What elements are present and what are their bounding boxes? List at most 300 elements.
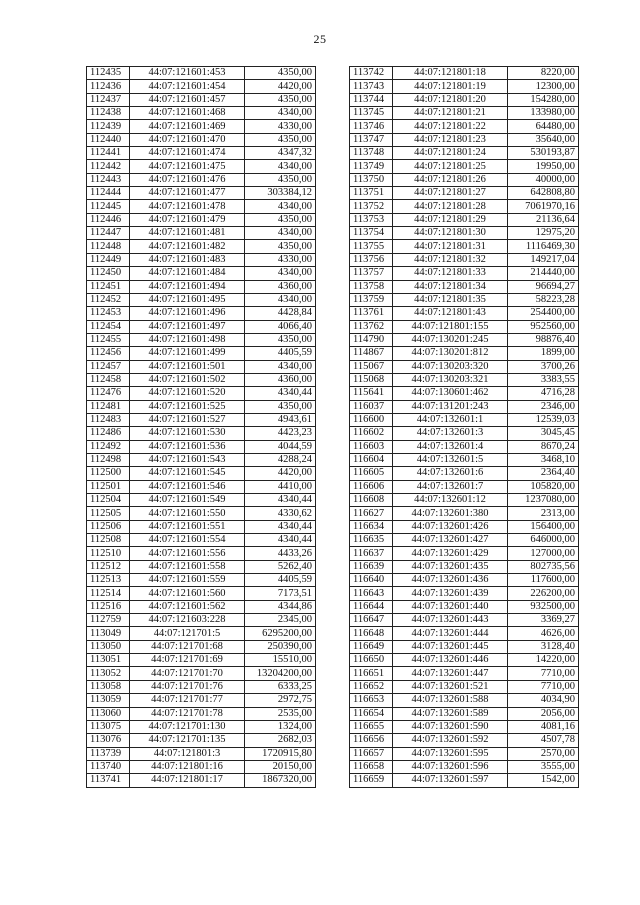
cadastral-number-cell: 44:07:132601:447 — [393, 667, 508, 680]
record-number-cell: 112444 — [87, 187, 130, 200]
table-body-left — [87, 67, 316, 788]
table-row — [350, 107, 579, 120]
record-number-cell: 116644 — [350, 600, 393, 613]
record-number-cell: 112508 — [87, 534, 130, 547]
cadastral-number-cell: 44:07:121601:475 — [130, 160, 245, 173]
cadastral-number-cell: 44:07:121601:478 — [130, 200, 245, 213]
value-cell: 2535,00 — [245, 707, 316, 720]
table-row — [350, 320, 579, 333]
cadastral-number-cell: 44:07:132601:12 — [393, 494, 508, 507]
value-cell: 802735,56 — [508, 560, 579, 573]
cadastral-number-cell: 44:07:121601:470 — [130, 133, 245, 146]
record-number-cell: 116653 — [350, 694, 393, 707]
value-cell: 12975,20 — [508, 227, 579, 240]
cadastral-number-cell: 44:07:121601:476 — [130, 173, 245, 186]
value-cell: 4350,00 — [245, 93, 316, 106]
table-row — [350, 280, 579, 293]
record-number-cell: 113758 — [350, 280, 393, 293]
cadastral-number-cell: 44:07:132601:426 — [393, 520, 508, 533]
table-row — [87, 293, 316, 306]
table-row — [350, 694, 579, 707]
cadastral-number-cell: 44:07:121603:228 — [130, 614, 245, 627]
cadastral-number-cell: 44:07:132601:380 — [393, 507, 508, 520]
record-number-cell: 113761 — [350, 307, 393, 320]
table-row — [350, 160, 579, 173]
table-row — [87, 734, 316, 747]
table-row — [87, 507, 316, 520]
record-number-cell: 112443 — [87, 173, 130, 186]
record-number-cell: 116605 — [350, 467, 393, 480]
cadastral-number-cell: 44:07:121601:543 — [130, 453, 245, 466]
value-cell: 2313,00 — [508, 507, 579, 520]
table-row — [350, 600, 579, 613]
record-number-cell: 116655 — [350, 720, 393, 733]
value-cell: 530193,87 — [508, 147, 579, 160]
cadastral-number-cell: 44:07:121701:78 — [130, 707, 245, 720]
table-row — [87, 80, 316, 93]
table-body-right — [350, 67, 579, 788]
table-row — [350, 373, 579, 386]
value-cell: 4330,00 — [245, 253, 316, 266]
record-number-cell: 112492 — [87, 440, 130, 453]
record-number-cell: 113741 — [87, 774, 130, 787]
cadastral-number-cell: 44:07:121601:546 — [130, 480, 245, 493]
value-cell: 642808,80 — [508, 187, 579, 200]
record-number-cell: 112504 — [87, 494, 130, 507]
cadastral-number-cell: 44:07:121801:20 — [393, 93, 508, 106]
record-number-cell: 116640 — [350, 574, 393, 587]
value-cell: 8220,00 — [508, 67, 579, 80]
cadastral-number-cell: 44:07:132601:3 — [393, 427, 508, 440]
table-row — [87, 614, 316, 627]
record-number-cell: 112440 — [87, 133, 130, 146]
cadastral-number-cell: 44:07:121801:29 — [393, 213, 508, 226]
record-number-cell: 112512 — [87, 560, 130, 573]
value-cell: 4288,24 — [245, 453, 316, 466]
record-number-cell: 113746 — [350, 120, 393, 133]
record-number-cell: 116637 — [350, 547, 393, 560]
cadastral-number-cell: 44:07:131201:243 — [393, 400, 508, 413]
value-cell: 4350,00 — [245, 67, 316, 80]
value-cell: 932500,00 — [508, 600, 579, 613]
record-number-cell: 116658 — [350, 760, 393, 773]
record-number-cell: 115067 — [350, 360, 393, 373]
value-cell: 254400,00 — [508, 307, 579, 320]
cadastral-number-cell: 44:07:121801:31 — [393, 240, 508, 253]
value-cell: 4350,00 — [245, 133, 316, 146]
value-cell: 1116469,30 — [508, 240, 579, 253]
value-cell: 2345,00 — [245, 614, 316, 627]
cadastral-number-cell: 44:07:130201:812 — [393, 347, 508, 360]
value-cell: 4340,00 — [245, 293, 316, 306]
record-number-cell: 116648 — [350, 627, 393, 640]
value-cell: 14220,00 — [508, 654, 579, 667]
cadastral-number-cell: 44:07:132601:439 — [393, 587, 508, 600]
table-row — [87, 707, 316, 720]
value-cell: 3555,00 — [508, 760, 579, 773]
table-row — [350, 667, 579, 680]
cadastral-number-cell: 44:07:132601:436 — [393, 574, 508, 587]
cadastral-number-cell: 44:07:132601:1 — [393, 413, 508, 426]
value-cell: 127000,00 — [508, 547, 579, 560]
record-number-cell: 113739 — [87, 747, 130, 760]
record-number-cell: 116604 — [350, 453, 393, 466]
table-row — [350, 494, 579, 507]
record-number-cell: 112447 — [87, 227, 130, 240]
value-cell: 4081,16 — [508, 720, 579, 733]
table-row — [350, 640, 579, 653]
cadastral-number-cell: 44:07:121601:453 — [130, 67, 245, 80]
record-number-cell: 112501 — [87, 480, 130, 493]
value-cell: 4347,32 — [245, 147, 316, 160]
record-number-cell: 116647 — [350, 614, 393, 627]
record-number-cell: 113049 — [87, 627, 130, 640]
page-number: 25 — [313, 32, 327, 46]
table-row — [87, 333, 316, 346]
value-cell: 3468,10 — [508, 453, 579, 466]
cadastral-number-cell: 44:07:121801:30 — [393, 227, 508, 240]
value-cell: 4943,61 — [245, 413, 316, 426]
record-number-cell: 112506 — [87, 520, 130, 533]
record-number-cell: 112451 — [87, 280, 130, 293]
value-cell: 1867320,00 — [245, 774, 316, 787]
record-number-cell: 116657 — [350, 747, 393, 760]
value-cell: 64480,00 — [508, 120, 579, 133]
value-cell: 250390,00 — [245, 640, 316, 653]
record-number-cell: 112435 — [87, 67, 130, 80]
value-cell: 1899,00 — [508, 347, 579, 360]
table-row — [87, 93, 316, 106]
cadastral-number-cell: 44:07:121801:19 — [393, 80, 508, 93]
table-row — [87, 627, 316, 640]
cadastral-number-cell: 44:07:121601:468 — [130, 107, 245, 120]
record-number-cell: 113757 — [350, 267, 393, 280]
record-number-cell: 113753 — [350, 213, 393, 226]
cadastral-number-cell: 44:07:121801:28 — [393, 200, 508, 213]
value-cell: 4360,00 — [245, 373, 316, 386]
table-row — [87, 187, 316, 200]
value-cell: 4420,00 — [245, 467, 316, 480]
cadastral-number-cell: 44:07:121601:477 — [130, 187, 245, 200]
value-cell: 2682,03 — [245, 734, 316, 747]
table-row — [350, 654, 579, 667]
cadastral-number-cell: 44:07:121801:17 — [130, 774, 245, 787]
value-cell: 4428,84 — [245, 307, 316, 320]
cadastral-number-cell: 44:07:121601:545 — [130, 467, 245, 480]
record-number-cell: 113058 — [87, 680, 130, 693]
record-number-cell: 112498 — [87, 453, 130, 466]
cadastral-number-cell: 44:07:121801:23 — [393, 133, 508, 146]
record-number-cell: 112481 — [87, 400, 130, 413]
cadastral-number-cell: 44:07:121601:530 — [130, 427, 245, 440]
table-row — [350, 387, 579, 400]
cadastral-number-cell: 44:07:121601:536 — [130, 440, 245, 453]
value-cell: 4330,62 — [245, 507, 316, 520]
record-number-cell: 113759 — [350, 293, 393, 306]
table-row — [350, 427, 579, 440]
table-row — [87, 227, 316, 240]
cadastral-number-cell: 44:07:132601:444 — [393, 627, 508, 640]
record-number-cell: 116606 — [350, 480, 393, 493]
record-number-cell: 112442 — [87, 160, 130, 173]
value-cell: 4340,44 — [245, 387, 316, 400]
value-cell: 4340,00 — [245, 107, 316, 120]
record-number-cell: 112450 — [87, 267, 130, 280]
value-cell: 4066,40 — [245, 320, 316, 333]
table-row — [87, 360, 316, 373]
value-cell: 4350,00 — [245, 240, 316, 253]
record-number-cell: 112458 — [87, 373, 130, 386]
cadastral-number-cell: 44:07:121601:496 — [130, 307, 245, 320]
value-cell: 4405,59 — [245, 347, 316, 360]
cadastral-number-cell: 44:07:121601:501 — [130, 360, 245, 373]
record-number-cell: 112436 — [87, 80, 130, 93]
table-row — [87, 280, 316, 293]
table-row — [350, 413, 579, 426]
record-number-cell: 113750 — [350, 173, 393, 186]
cadastral-number-cell: 44:07:121701:130 — [130, 720, 245, 733]
record-number-cell: 112486 — [87, 427, 130, 440]
table-row — [350, 147, 579, 160]
table-row — [350, 227, 579, 240]
table-row — [87, 494, 316, 507]
value-cell: 6333,25 — [245, 680, 316, 693]
cadastral-number-cell: 44:07:121701:5 — [130, 627, 245, 640]
table-row — [350, 547, 579, 560]
value-cell: 4350,00 — [245, 333, 316, 346]
record-number-cell: 116037 — [350, 400, 393, 413]
cadastral-number-cell: 44:07:121801:16 — [130, 760, 245, 773]
table-row — [350, 93, 579, 106]
table-row — [350, 614, 579, 627]
cadastral-number-cell: 44:07:121601:549 — [130, 494, 245, 507]
cadastral-number-cell: 44:07:132601:588 — [393, 694, 508, 707]
table-row — [350, 720, 579, 733]
table-row — [87, 387, 316, 400]
cadastral-number-cell: 44:07:121601:479 — [130, 213, 245, 226]
record-number-cell: 114867 — [350, 347, 393, 360]
record-number-cell: 113755 — [350, 240, 393, 253]
table-row — [350, 347, 579, 360]
record-number-cell: 112453 — [87, 307, 130, 320]
value-cell: 96694,27 — [508, 280, 579, 293]
table-row — [87, 253, 316, 266]
table-row — [350, 574, 579, 587]
cadastral-number-cell: 44:07:121801:43 — [393, 307, 508, 320]
table-row — [350, 293, 579, 306]
value-cell: 3128,40 — [508, 640, 579, 653]
value-cell: 4716,28 — [508, 387, 579, 400]
cadastral-number-cell: 44:07:121801:22 — [393, 120, 508, 133]
table-row — [87, 240, 316, 253]
value-cell: 1324,00 — [245, 720, 316, 733]
cadastral-number-cell: 44:07:121801:21 — [393, 107, 508, 120]
value-cell: 15510,00 — [245, 654, 316, 667]
record-number-cell: 112476 — [87, 387, 130, 400]
record-number-cell: 112500 — [87, 467, 130, 480]
table-row — [87, 667, 316, 680]
cadastral-number-cell: 44:07:121601:556 — [130, 547, 245, 560]
record-number-cell: 113051 — [87, 654, 130, 667]
table-row — [350, 480, 579, 493]
record-number-cell: 116627 — [350, 507, 393, 520]
table-row — [87, 534, 316, 547]
record-number-cell: 116659 — [350, 774, 393, 787]
record-number-cell: 112456 — [87, 347, 130, 360]
value-cell: 4340,44 — [245, 494, 316, 507]
value-cell: 105820,00 — [508, 480, 579, 493]
value-cell: 3045,45 — [508, 427, 579, 440]
record-number-cell: 113756 — [350, 253, 393, 266]
record-number-cell: 113740 — [87, 760, 130, 773]
cadastral-number-cell: 44:07:121801:35 — [393, 293, 508, 306]
value-cell: 133980,00 — [508, 107, 579, 120]
value-cell: 2346,00 — [508, 400, 579, 413]
cadastral-number-cell: 44:07:132601:429 — [393, 547, 508, 560]
value-cell: 6295200,00 — [245, 627, 316, 640]
value-cell: 952560,00 — [508, 320, 579, 333]
record-number-cell: 116651 — [350, 667, 393, 680]
cadastral-number-cell: 44:07:121601:497 — [130, 320, 245, 333]
table-row — [87, 760, 316, 773]
value-cell: 4340,00 — [245, 227, 316, 240]
record-number-cell: 112452 — [87, 293, 130, 306]
record-number-cell: 112516 — [87, 600, 130, 613]
record-number-cell: 112514 — [87, 587, 130, 600]
value-cell: 4433,26 — [245, 547, 316, 560]
cadastral-number-cell: 44:07:121601:481 — [130, 227, 245, 240]
value-cell: 12539,03 — [508, 413, 579, 426]
cadastral-number-cell: 44:07:121801:155 — [393, 320, 508, 333]
record-number-cell: 112438 — [87, 107, 130, 120]
value-cell: 4340,00 — [245, 267, 316, 280]
cadastral-number-cell: 44:07:132601:589 — [393, 707, 508, 720]
record-number-cell: 112441 — [87, 147, 130, 160]
value-cell: 4360,00 — [245, 280, 316, 293]
cadastral-number-cell: 44:07:121701:135 — [130, 734, 245, 747]
table-row — [350, 520, 579, 533]
table-row — [350, 67, 579, 80]
value-cell: 3369,27 — [508, 614, 579, 627]
value-cell: 3700,26 — [508, 360, 579, 373]
cadastral-number-cell: 44:07:121601:562 — [130, 600, 245, 613]
table-row — [87, 574, 316, 587]
value-cell: 4340,00 — [245, 360, 316, 373]
table-row — [87, 694, 316, 707]
table-row — [350, 440, 579, 453]
table-row — [350, 453, 579, 466]
value-cell: 20150,00 — [245, 760, 316, 773]
record-number-cell: 112446 — [87, 213, 130, 226]
table-row — [350, 774, 579, 787]
table-row — [87, 640, 316, 653]
cadastral-number-cell: 44:07:132601:590 — [393, 720, 508, 733]
table-row — [350, 213, 579, 226]
record-number-cell: 112457 — [87, 360, 130, 373]
table-row — [87, 600, 316, 613]
cadastral-number-cell: 44:07:121801:3 — [130, 747, 245, 760]
record-number-cell: 112445 — [87, 200, 130, 213]
value-cell: 4405,59 — [245, 574, 316, 587]
cadastral-number-cell: 44:07:121801:18 — [393, 67, 508, 80]
value-cell: 3383,55 — [508, 373, 579, 386]
cadastral-number-cell: 44:07:121801:24 — [393, 147, 508, 160]
table-row — [87, 173, 316, 186]
record-number-cell: 112513 — [87, 574, 130, 587]
table-row — [350, 507, 579, 520]
record-number-cell: 113749 — [350, 160, 393, 173]
record-number-cell: 113752 — [350, 200, 393, 213]
value-cell: 2972,75 — [245, 694, 316, 707]
record-number-cell: 113747 — [350, 133, 393, 146]
cadastral-number-cell: 44:07:121701:69 — [130, 654, 245, 667]
table-row — [350, 587, 579, 600]
table-row — [87, 160, 316, 173]
table-row — [87, 320, 316, 333]
value-cell: 303384,12 — [245, 187, 316, 200]
record-number-cell: 113762 — [350, 320, 393, 333]
value-cell: 4344,86 — [245, 600, 316, 613]
cadastral-number-cell: 44:07:121601:474 — [130, 147, 245, 160]
table-row — [87, 373, 316, 386]
record-number-cell: 112505 — [87, 507, 130, 520]
value-cell: 4350,00 — [245, 173, 316, 186]
table-row — [87, 774, 316, 787]
cadastral-number-cell: 44:07:121701:70 — [130, 667, 245, 680]
cadastral-number-cell: 44:07:121701:77 — [130, 694, 245, 707]
table-row — [350, 560, 579, 573]
table-row — [350, 200, 579, 213]
cadastral-number-cell: 44:07:121801:27 — [393, 187, 508, 200]
cadastral-number-cell: 44:07:121801:32 — [393, 253, 508, 266]
record-number-cell: 116602 — [350, 427, 393, 440]
cadastral-number-cell: 44:07:121801:25 — [393, 160, 508, 173]
value-cell: 4626,00 — [508, 627, 579, 640]
value-cell: 4350,00 — [245, 400, 316, 413]
record-number-cell: 112454 — [87, 320, 130, 333]
record-number-cell: 116643 — [350, 587, 393, 600]
record-number-cell: 116639 — [350, 560, 393, 573]
table-row — [87, 147, 316, 160]
value-cell: 214440,00 — [508, 267, 579, 280]
record-number-cell: 112439 — [87, 120, 130, 133]
record-number-cell: 112437 — [87, 93, 130, 106]
table-row — [350, 734, 579, 747]
value-cell: 2570,00 — [508, 747, 579, 760]
table-row — [350, 400, 579, 413]
cadastral-number-cell: 44:07:121701:68 — [130, 640, 245, 653]
table-row — [350, 133, 579, 146]
record-number-cell: 113050 — [87, 640, 130, 653]
table-row — [87, 720, 316, 733]
cadastral-number-cell: 44:07:121601:454 — [130, 80, 245, 93]
table-row — [87, 200, 316, 213]
cadastral-number-cell: 44:07:121601:551 — [130, 520, 245, 533]
record-number-cell: 113748 — [350, 147, 393, 160]
cadastral-number-cell: 44:07:132601:440 — [393, 600, 508, 613]
cadastral-number-cell: 44:07:121601:483 — [130, 253, 245, 266]
record-number-cell: 116656 — [350, 734, 393, 747]
table-row — [87, 107, 316, 120]
record-number-cell: 112483 — [87, 413, 130, 426]
table-row — [350, 467, 579, 480]
record-number-cell: 116650 — [350, 654, 393, 667]
table-row — [87, 267, 316, 280]
value-cell: 13204200,00 — [245, 667, 316, 680]
record-number-cell: 113745 — [350, 107, 393, 120]
table-row — [350, 307, 579, 320]
value-cell: 8670,24 — [508, 440, 579, 453]
